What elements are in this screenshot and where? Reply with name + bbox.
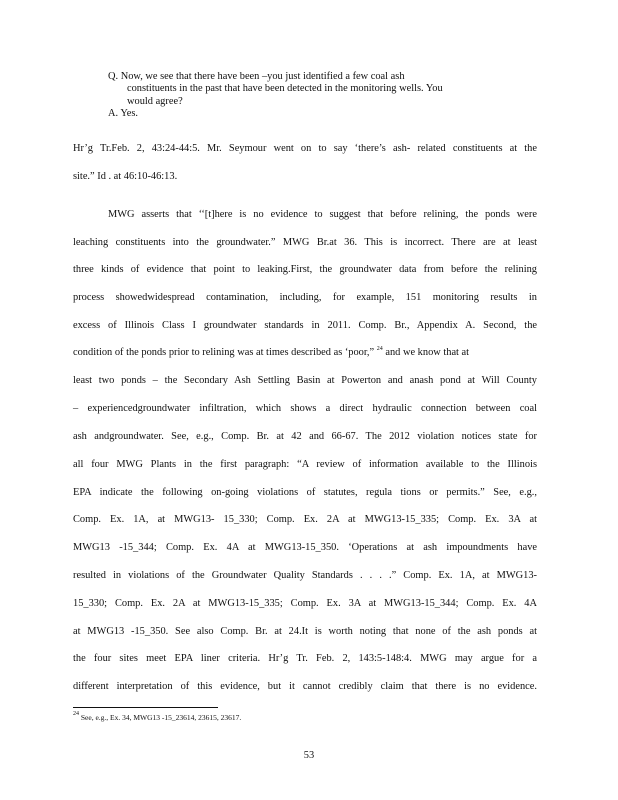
- footnote-text: See, e.g., Ex. 34, MWG13 -15_23614, 23615, 23617.: [80, 713, 242, 722]
- page-number: 53: [303, 750, 315, 761]
- question-line-2: constituents in the past that have been detected in the monitoring wells. You: [127, 83, 443, 95]
- body-line: Hr’g Tr.Feb. 2, 43:24-44:5. Mr. Seymour went on to say ‘there’s ash- related constituents at the: [73, 143, 537, 154]
- footnote-reference[interactable]: 24: [376, 346, 383, 352]
- answer-line: A. Yes.: [108, 107, 139, 119]
- body-line: the four sites meet EPA liner criteria. Hr’g Tr. Feb. 2, 143:5-148:4. MWG may argue for a: [73, 653, 537, 664]
- body-line: excess of Illinois Class I groundwater standards in 2011. Comp. Br., Appendix A. Second, the: [73, 320, 537, 331]
- footnote: [73, 713, 241, 722]
- testimony-excerpt: [108, 71, 508, 120]
- question-line-3: would agree?: [127, 95, 183, 107]
- body-line: all four MWG Plants in the first paragraph: “A review of information available to the Illinois: [73, 459, 537, 470]
- question-line-1: Q. Now, we see that there have been –you just identified a few coal ash: [108, 71, 405, 82]
- body-line: – experiencedgroundwater infiltration, which shows a direct hydraulic connection between coal: [73, 403, 537, 414]
- body-line-text: condition of the ponds prior to relining was at times described as ‘poor,”: [73, 347, 375, 358]
- body-line: process showedwidespread contamination, including, for example, 151 monitoring results in: [73, 292, 537, 303]
- body-line: three kinds of evidence that point to leaking.First, the groundwater data from before the relining: [73, 264, 537, 275]
- body-line: MWG asserts that ‘‘[t]here is no evidence to suggest that before relining, the ponds were: [108, 209, 537, 220]
- footnote-separator: [73, 707, 218, 708]
- footnote-mark: 24: [73, 711, 79, 717]
- body-line: Comp. Ex. 1A, at MWG13- 15_330; Comp. Ex. 2A at MWG13-15_335; Comp. Ex. 3A at: [73, 514, 537, 525]
- body-line: resulted in violations of the Groundwater Quality Standards . . . .” Comp. Ex. 1A, at MWG13-: [73, 570, 537, 581]
- body-line-tail: and we know that at: [385, 347, 470, 358]
- body-line: site.” Id . at 46:10-46:13.: [73, 171, 178, 182]
- body-line: leaching constituents into the groundwater.” MWG Br.at 36. This is incorrect. There are at least: [73, 237, 537, 248]
- body-line: 15_330; Comp. Ex. 2A at MWG13-15_335; Comp. Ex. 3A at MWG13-15_344; Comp. Ex. 4A: [73, 598, 537, 609]
- body-line: ash andgroundwater. See, e.g., Comp. Br. at 42 and 66-67. The 2012 violation notices state for: [73, 431, 537, 442]
- body-line: MWG13 -15_344; Comp. Ex. 4A at MWG13-15_350. ‘Operations at ash impoundments have: [73, 542, 537, 553]
- body-line: at MWG13 -15_350. See also Comp. Br. at 24.It is worth noting that none of the ash ponds at: [73, 626, 537, 637]
- body-line: least two ponds – the Secondary Ash Settling Basin at Powerton and anash pond at Will County: [73, 375, 537, 386]
- body-line: [73, 347, 469, 358]
- body-line: EPA indicate the following on-going violations of statutes, regula tions or permits.” See, e.g.,: [73, 487, 537, 498]
- body-line: different interpretation of this evidence, but it cannot credibly claim that there is no evidence.: [73, 681, 537, 692]
